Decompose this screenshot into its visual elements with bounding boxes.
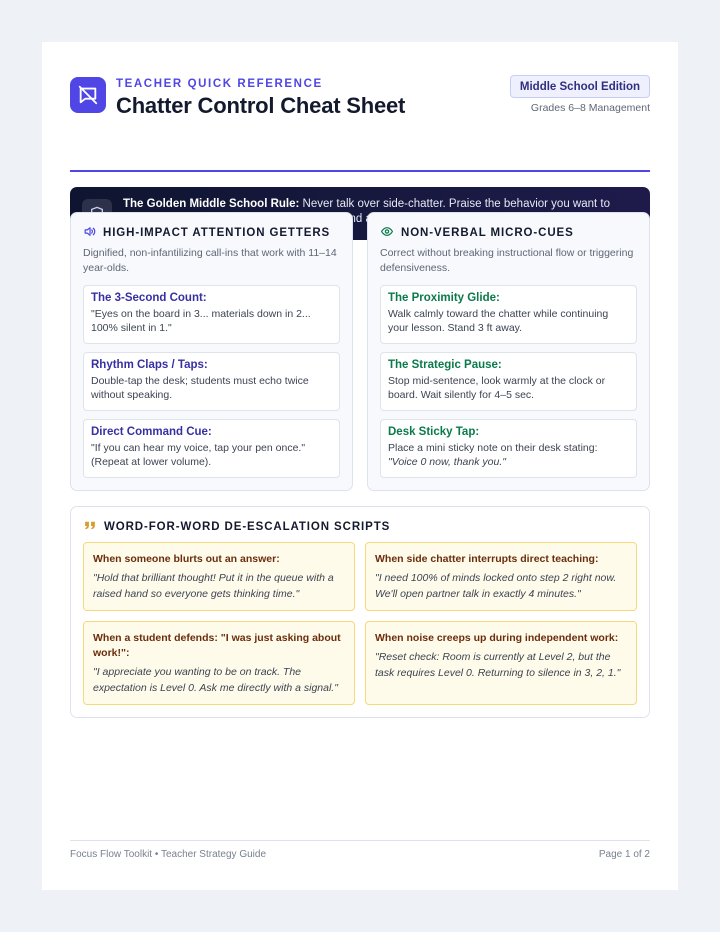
item-text-body: Place a mini sticky note on their desk stating: <box>388 442 598 454</box>
non-verbal-desc: Correct without breaking instructional flow or triggering defensiveness. <box>380 247 634 274</box>
script-quote: "Hold that brilliant thought! Put it in the queue with a raised hand so everyone gets thinking time." <box>93 572 334 600</box>
script-quote: "I appreciate you wanting to be on track. The expectation is Level 0. Ask me directly with a signal." <box>93 666 338 694</box>
script-title: When noise creeps up during independent work: <box>375 632 619 644</box>
scripts-title <box>83 519 390 535</box>
script-title: When a student defends: "I was just asking about work!": <box>93 632 341 659</box>
list-item <box>380 352 637 411</box>
attention-getters-desc: Dignified, non-infantilizing call-ins that work with 11–14 year-olds. <box>83 247 337 274</box>
item-title: The 3-Second Count: <box>91 292 207 304</box>
scripts-card <box>70 506 650 718</box>
list-item <box>83 352 340 411</box>
script-quote: "Reset check: Room is currently at Level 2, but the task requires Level 0. Returning to silence in 3, 2, 1." <box>375 651 621 679</box>
list-item <box>83 419 340 478</box>
golden-rule-body: Never talk over side-chatter. Praise the behavior you want to <box>302 198 611 210</box>
item-text: "Eyes on the board in 3... materials down in 2... 100% silent in 1." <box>91 308 311 334</box>
item-text-quote: "Voice 0 now, thank you." <box>388 456 506 468</box>
script-item <box>365 621 637 705</box>
attention-getters-card <box>70 212 353 491</box>
item-text: Double-tap the desk; students must echo twice without speaking. <box>91 375 309 401</box>
item-text: "If you can hear my voice, tap your pen once." (Repeat at lower volume). <box>91 442 306 468</box>
item-text: Walk calmly toward the chatter while continuing your lesson. Stand 3 ft away. <box>388 308 609 334</box>
attention-getters-title <box>83 225 330 241</box>
script-title: When someone blurts out an answer: <box>93 553 280 565</box>
golden-rule-label: The Golden Middle School Rule: <box>123 198 300 210</box>
script-title: When side chatter interrupts direct teaching: <box>375 553 599 565</box>
header-divider <box>70 170 650 172</box>
script-item <box>83 621 355 705</box>
non-verbal-heading: NON-VERBAL MICRO-CUES <box>401 227 574 239</box>
item-title: Desk Sticky Tap: <box>388 426 480 438</box>
non-verbal-card <box>367 212 650 491</box>
attention-getters-heading: HIGH-IMPACT ATTENTION GETTERS <box>103 227 331 239</box>
script-item <box>365 542 637 611</box>
eye-icon <box>380 225 394 241</box>
quote-icon <box>83 519 97 535</box>
scripts-heading: WORD-FOR-WORD DE-ESCALATION SCRIPTS <box>104 521 391 533</box>
item-text <box>388 441 629 469</box>
item-title: Rhythm Claps / Taps: <box>91 359 208 371</box>
edition-subtitle: Grades 6–8 Management <box>530 102 650 114</box>
script-item <box>83 542 355 611</box>
page-number: Page 1 of 2 <box>598 849 650 860</box>
speaker-icon <box>83 225 96 241</box>
edition-badge: Middle School Edition <box>510 75 650 98</box>
list-item <box>380 419 637 478</box>
list-item <box>380 285 637 344</box>
item-text: Stop mid-sentence, look warmly at the clock or board. Wait silently for 4–5 sec. <box>388 375 606 401</box>
item-title: Direct Command Cue: <box>91 426 212 438</box>
item-title: The Proximity Glide: <box>388 292 500 304</box>
page-title: Chatter Control Cheat Sheet <box>116 93 406 118</box>
item-title: The Strategic Pause: <box>388 359 502 371</box>
non-verbal-title <box>380 225 574 241</box>
list-item <box>83 285 340 344</box>
script-quote: "I need 100% of minds locked onto step 2 right now. We'll open partner talk in exactly 4 minutes." <box>375 572 617 600</box>
footer-toolkit: Focus Flow Toolkit • Teacher Strategy Guide <box>70 849 267 860</box>
footer-divider <box>70 840 650 841</box>
eyebrow-label: TEACHER QUICK REFERENCE <box>116 78 323 90</box>
